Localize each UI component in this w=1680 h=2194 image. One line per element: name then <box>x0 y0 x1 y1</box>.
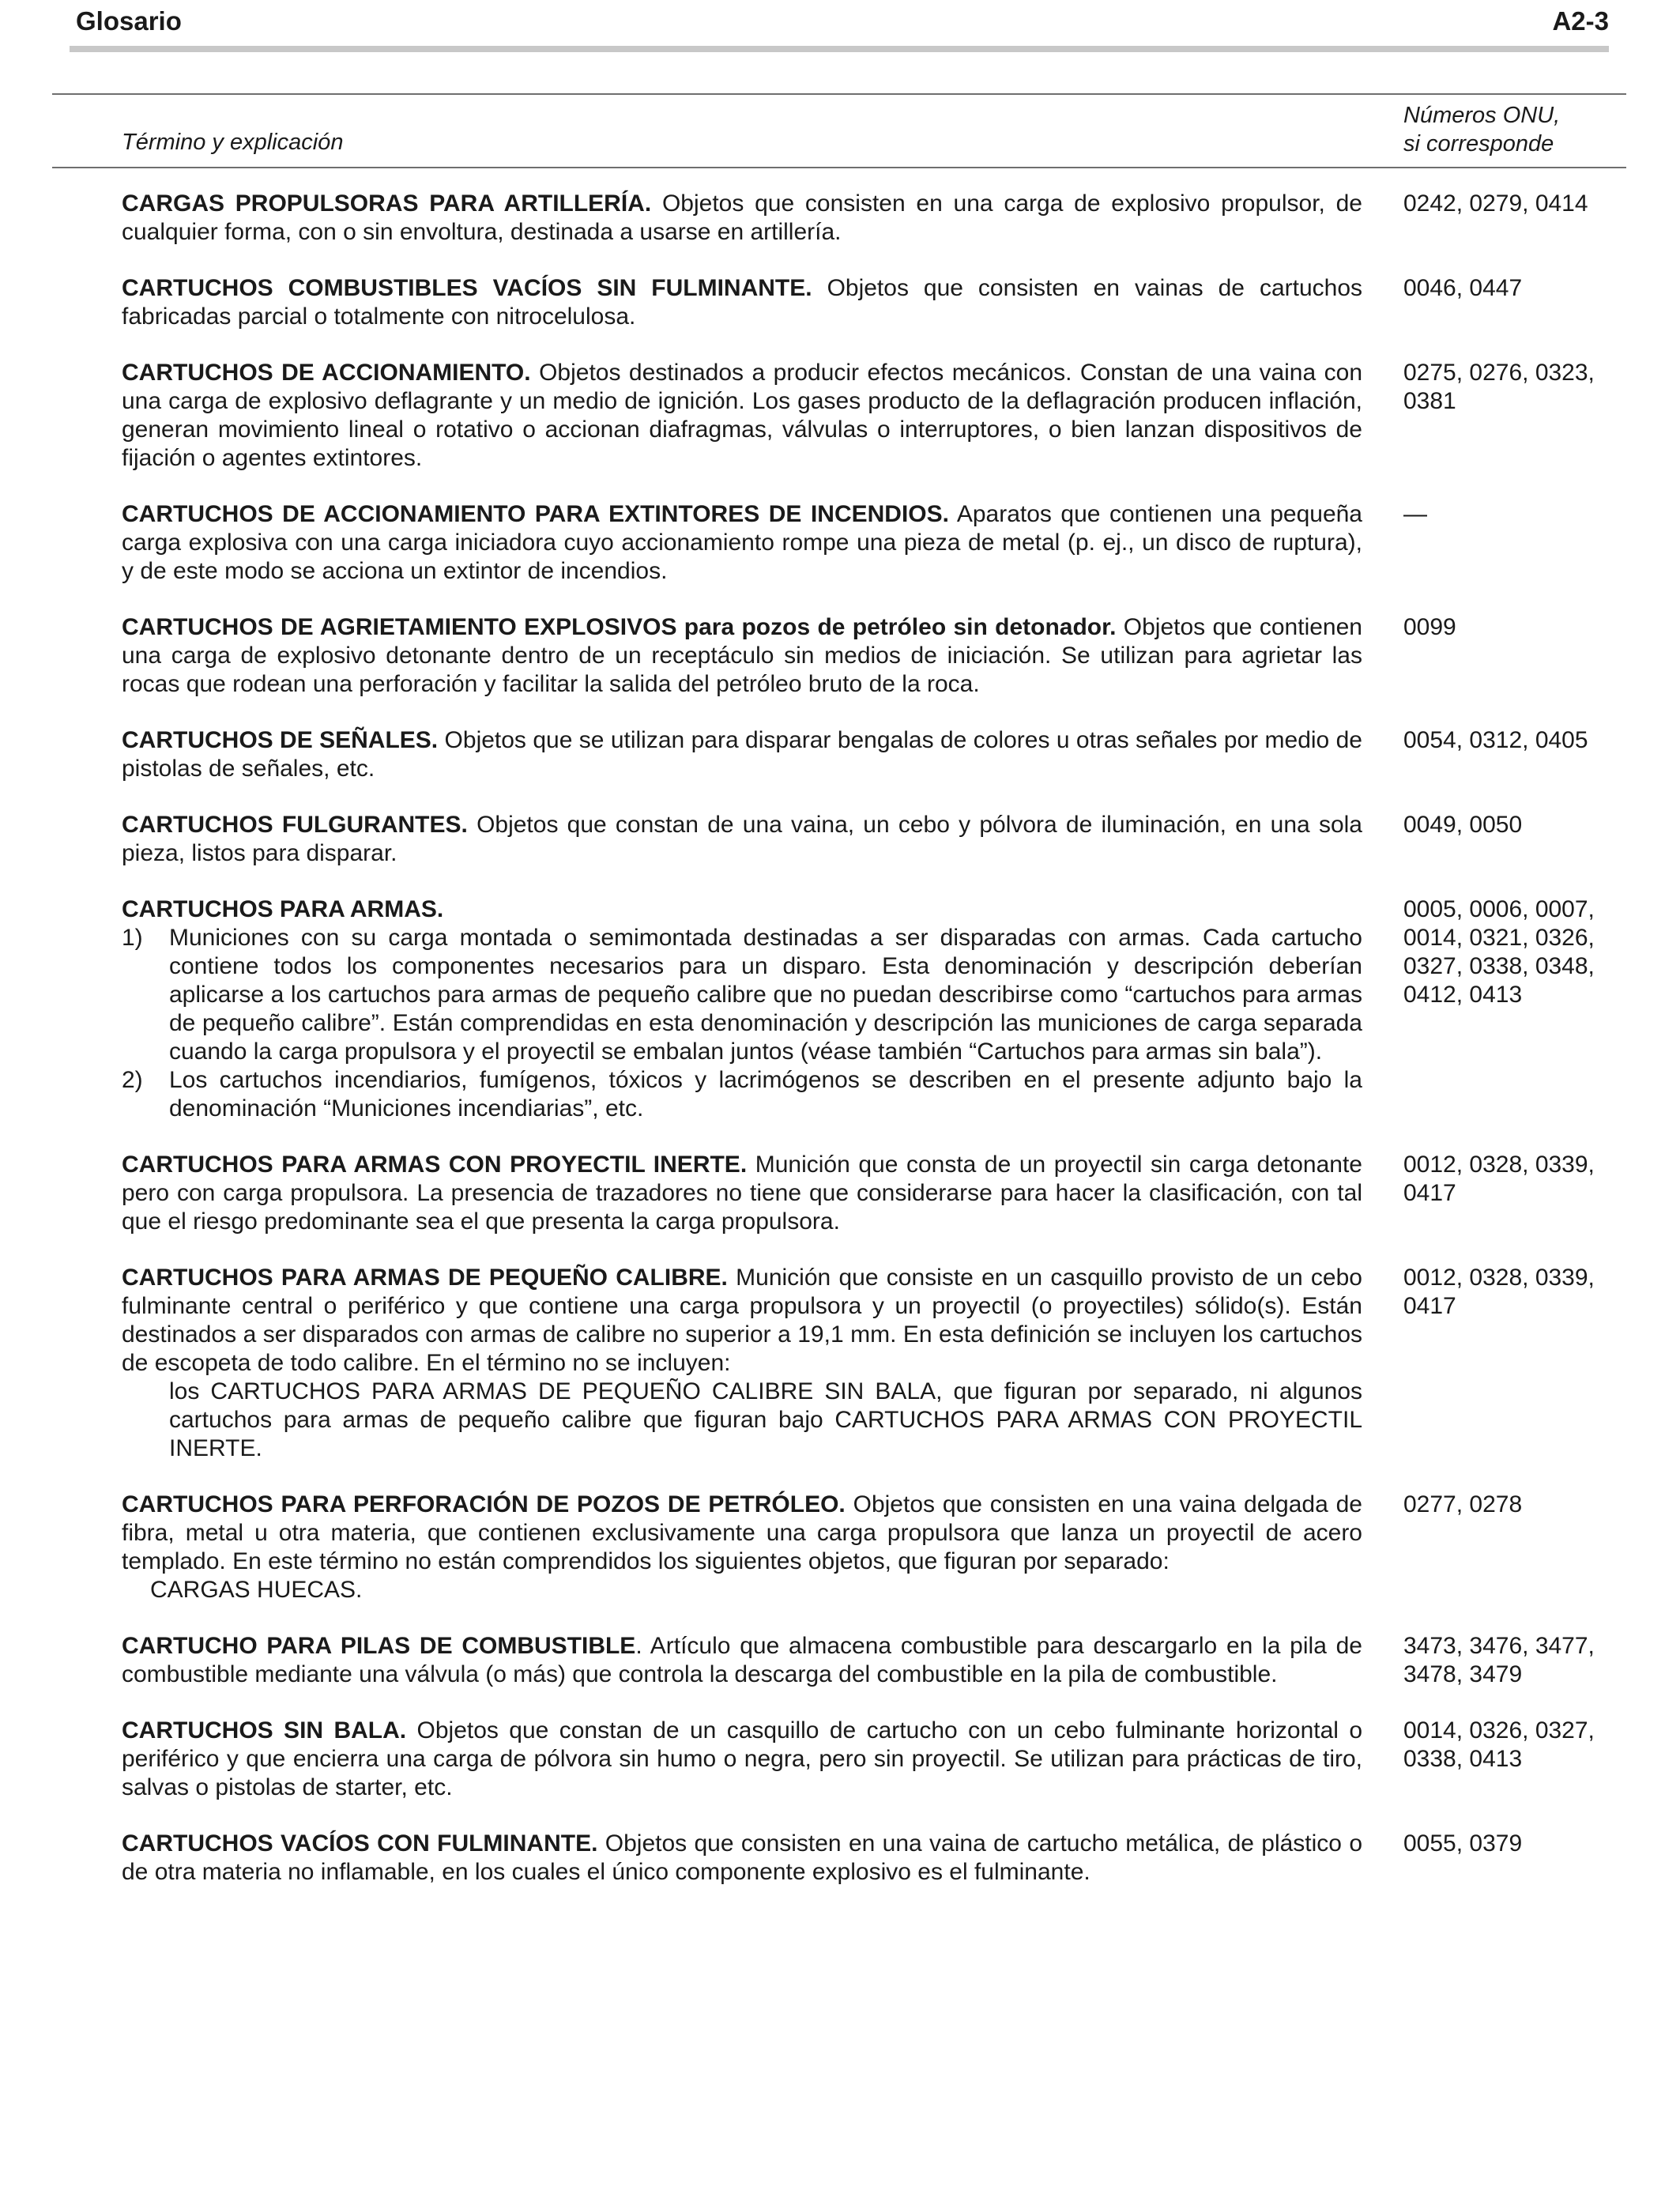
un-number-line: 0005, 0006, 0007, <box>1403 896 1595 922</box>
un-number-line: 0014, 0326, 0327, <box>1403 1717 1595 1744</box>
column-header-term: Término y explicación <box>122 130 344 155</box>
entry-description: Objetos que constan de una vaina, un cebo y pólvora de iluminación, en una sola pieza, listos para disparar. <box>122 812 1362 866</box>
glossary-entry <box>122 726 1626 783</box>
entry-term: CARTUCHOS DE AGRIETAMIENTO EXPLOSIVOS para pozos de petróleo sin detonador. <box>122 614 1117 640</box>
un-number-line: 0014, 0321, 0326, <box>1403 925 1595 951</box>
un-number-line: 0012, 0328, 0339, <box>1403 1152 1595 1178</box>
un-number-line: 0381 <box>1403 388 1456 414</box>
un-number-line: 0277, 0278 <box>1403 1491 1523 1517</box>
un-numbers <box>1403 811 1633 839</box>
un-numbers <box>1403 1717 1633 1774</box>
glossary-entry <box>122 1151 1626 1236</box>
entry-description: Munición que consta de un proyectil sin carga detonante pero con carga propulsora. La presencia de trazadores no tiene que considerarse para hacer la clasificación, con tal que el riesgo predominante sea el que presenta la carga propulsora. <box>122 1152 1362 1235</box>
column-header-un-line: Números ONU, <box>1403 103 1561 128</box>
un-number-line: 0099 <box>1403 614 1456 640</box>
entry-description: Objetos que contienen una carga de explosivo detonante dentro de un receptáculo sin medios de iniciación. Se utilizan para agrietar las rocas que rodean una perforación y facilitar la salida del petróleo bruto de la roca. <box>122 614 1362 697</box>
un-number-line: 0046, 0447 <box>1403 275 1523 301</box>
entry-description: Munición que consiste en un casquillo provisto de un cebo fulminante central o periférico y que contiene una carga propulsora y un proyectil (o proyectiles) sólido(s). Están destinados a ser disparados con armas de calibre no superior a 19,1 mm. En esta definición se incluyen los cartuchos de escopeta de todo calibre. En el término no se incluyen: <box>122 1265 1362 1376</box>
un-number-line: 0275, 0276, 0323, <box>1403 360 1595 386</box>
column-header-un-line: si corresponde <box>1403 131 1554 156</box>
entry-term: CARTUCHOS FULGURANTES. <box>122 812 468 838</box>
header-rule <box>70 46 1609 52</box>
un-number-line: 0242, 0279, 0414 <box>1403 190 1588 217</box>
glossary-entry <box>122 190 1626 247</box>
numbered-item <box>122 924 1362 1066</box>
entry-description: Objetos que se utilizan para disparar bengalas de colores u otras señales por medio de pistolas de señales, etc. <box>122 727 1362 782</box>
entry-body <box>122 500 1362 586</box>
entry-term: CARGAS PROPULSORAS PARA ARTILLERÍA. <box>122 190 652 217</box>
glossary-entry <box>122 274 1626 331</box>
un-number-line: 0412, 0413 <box>1403 982 1523 1008</box>
un-numbers <box>1403 1632 1633 1689</box>
entry-term: CARTUCHOS PARA ARMAS DE PEQUEÑO CALIBRE. <box>122 1265 728 1291</box>
entry-note: los CARTUCHOS PARA ARMAS DE PEQUEÑO CALIBRE SIN BALA, que figuran por separado, ni algunos cartuchos para armas de pequeño calibre que figuran bajo CARTUCHOS PARA ARMAS CON PROYECTIL INERTE. <box>169 1378 1362 1461</box>
un-number-line: 0338, 0413 <box>1403 1746 1523 1772</box>
un-number-line: 3473, 3476, 3477, <box>1403 1633 1595 1659</box>
un-numbers <box>1403 1830 1633 1858</box>
section-title: Glosario <box>76 6 182 36</box>
column-header-top-rule <box>52 93 1626 95</box>
un-number-line: 0417 <box>1403 1180 1456 1206</box>
entry-term: CARTUCHOS DE SEÑALES. <box>122 727 439 753</box>
un-number-line: 0055, 0379 <box>1403 1830 1523 1857</box>
column-header-bottom-rule <box>52 167 1626 168</box>
entry-description: Objetos destinados a producir efectos mecánicos. Constan de una vaina con una carga de explosivo deflagrante y un medio de ignición. Los gases producto de la deflagración producen inflación, generan movimiento lineal o rotativo o accionan diafragmas, válvulas o interruptores, o bien lanzan dispositivos de fijación o agentes extintores. <box>122 360 1363 471</box>
entry-description: Objetos que constan de un casquillo de cartucho con un cebo fulminante horizontal o periférico y que encierra una carga de pólvora sin humo o negra, pero sin proyectil. Se utilizan para prácticas de tiro, salvas o pistolas de starter, etc. <box>122 1717 1363 1800</box>
glossary-entry <box>122 1632 1626 1689</box>
un-numbers <box>1403 895 1633 1009</box>
entry-term: CARTUCHOS PARA PERFORACIÓN DE POZOS DE PETRÓLEO. <box>122 1491 846 1517</box>
entry-description: Objetos que consisten en una vaina delgada de fibra, metal u otra materia, que contienen exclusivamente una carga propulsora que lanza un proyectil de acero templado. En este término no están comprendidos los siguientes objetos, que figuran por separado: <box>122 1491 1362 1574</box>
entry-body <box>122 811 1362 868</box>
entry-description: Objetos que consisten en una carga de explosivo propulsor, de cualquier forma, con o sin envoltura, destinada a usarse en artillería. <box>122 190 1362 245</box>
entry-description: Aparatos que contienen una pequeña carga explosiva con una carga iniciadora cuyo accionamiento rompe una pieza de metal (p. ej., un disco de ruptura), y de este modo se acciona un extintor de incendios. <box>122 501 1362 584</box>
glossary-entry <box>122 1264 1626 1463</box>
entry-term: CARTUCHO PARA PILAS DE COMBUSTIBLE <box>122 1633 636 1659</box>
entry-term: CARTUCHOS PARA ARMAS. <box>122 896 444 922</box>
item-text: Los cartuchos incendiarios, fumígenos, tóxicos y lacrimógenos se describen en el presente adjunto bajo la denominación “Municiones incendiarias”, etc. <box>169 1067 1362 1122</box>
un-number-line: 3478, 3479 <box>1403 1661 1523 1687</box>
column-header-un-numbers <box>1403 101 1560 158</box>
un-numbers <box>1403 190 1633 218</box>
page-number: A2-3 <box>1552 6 1609 36</box>
entry-body <box>122 359 1362 473</box>
entry-body <box>122 726 1362 783</box>
entry-body <box>122 1491 1362 1576</box>
un-numbers <box>1403 1491 1633 1519</box>
entry-body <box>122 1151 1362 1236</box>
entry-body <box>122 1264 1362 1378</box>
entry-body <box>122 274 1362 331</box>
un-number-line: 0417 <box>1403 1293 1456 1319</box>
entry-body <box>122 190 1362 247</box>
un-numbers <box>1403 726 1633 755</box>
item-text: Municiones con su carga montada o semimontada destinadas a ser disparadas con armas. Cada cartucho contiene todos los componentes necesarios para un disparo. Esta denominación y descripción deberían aplicarse a los cartuchos para armas de pequeño calibre que no puedan describirse como “cartuchos para armas de pequeño calibre”. Están comprendidas en esta denominación y descripción las municiones de carga separada cuando la carga propulsora y el proyectil se embalan juntos (véase también “Cartuchos para armas sin bala”). <box>169 925 1362 1065</box>
glossary-entry <box>122 1491 1626 1604</box>
entry-note: CARGAS HUECAS. <box>150 1577 363 1603</box>
glossary-entry <box>122 811 1626 868</box>
un-number-line: 0012, 0328, 0339, <box>1403 1265 1595 1291</box>
glossary-entry <box>122 359 1626 473</box>
entry-description: Objetos que consisten en una vaina de cartucho metálica, de plástico o de otra materia no inflamable, en los cuales el único componente explosivo es el fulminante. <box>122 1830 1363 1885</box>
entry-body <box>122 613 1362 699</box>
entry-body <box>122 1830 1362 1887</box>
un-numbers <box>1403 1151 1633 1208</box>
un-numbers <box>1403 359 1633 416</box>
entry-body <box>122 1717 1362 1802</box>
entry-term: CARTUCHOS COMBUSTIBLES VACÍOS SIN FULMINANTE. <box>122 275 812 301</box>
un-numbers <box>1403 1264 1633 1321</box>
item-number: 1) <box>122 925 143 951</box>
item-number: 2) <box>122 1067 143 1093</box>
un-numbers <box>1403 500 1633 529</box>
entry-term: CARTUCHOS PARA ARMAS CON PROYECTIL INERTE. <box>122 1152 748 1178</box>
entry-body <box>122 895 1362 924</box>
entry-term: CARTUCHOS DE ACCIONAMIENTO PARA EXTINTORES DE INCENDIOS. <box>122 501 949 527</box>
glossary-entry <box>122 1830 1626 1887</box>
page-header <box>76 3 1609 41</box>
un-number-line: 0049, 0050 <box>1403 812 1523 838</box>
glossary-entry <box>122 895 1626 1123</box>
entry-term: CARTUCHOS DE ACCIONAMIENTO. <box>122 360 531 386</box>
glossary-entry <box>122 1717 1626 1802</box>
un-number-line: 0327, 0338, 0348, <box>1403 953 1595 979</box>
entry-description: Objetos que consisten en vainas de cartuchos fabricadas parcial o totalmente con nitrocelulosa. <box>122 275 1363 330</box>
entry-description: . Artículo que almacena combustible para descargarlo en la pila de combustible mediante una válvula (o más) que controla la descarga del combustible en la pila de combustible. <box>122 1633 1362 1687</box>
glossary-entry <box>122 500 1626 586</box>
glossary-entry <box>122 613 1626 699</box>
un-number-line: 0054, 0312, 0405 <box>1403 727 1588 753</box>
glossary-entries <box>122 190 1626 1914</box>
un-numbers <box>1403 613 1633 642</box>
entry-term: CARTUCHOS VACÍOS CON FULMINANTE. <box>122 1830 598 1857</box>
un-numbers <box>1403 274 1633 303</box>
un-number-line: — <box>1403 501 1427 527</box>
entry-term: CARTUCHOS SIN BALA. <box>122 1717 407 1744</box>
entry-body <box>122 1632 1362 1689</box>
numbered-item <box>122 1066 1362 1123</box>
